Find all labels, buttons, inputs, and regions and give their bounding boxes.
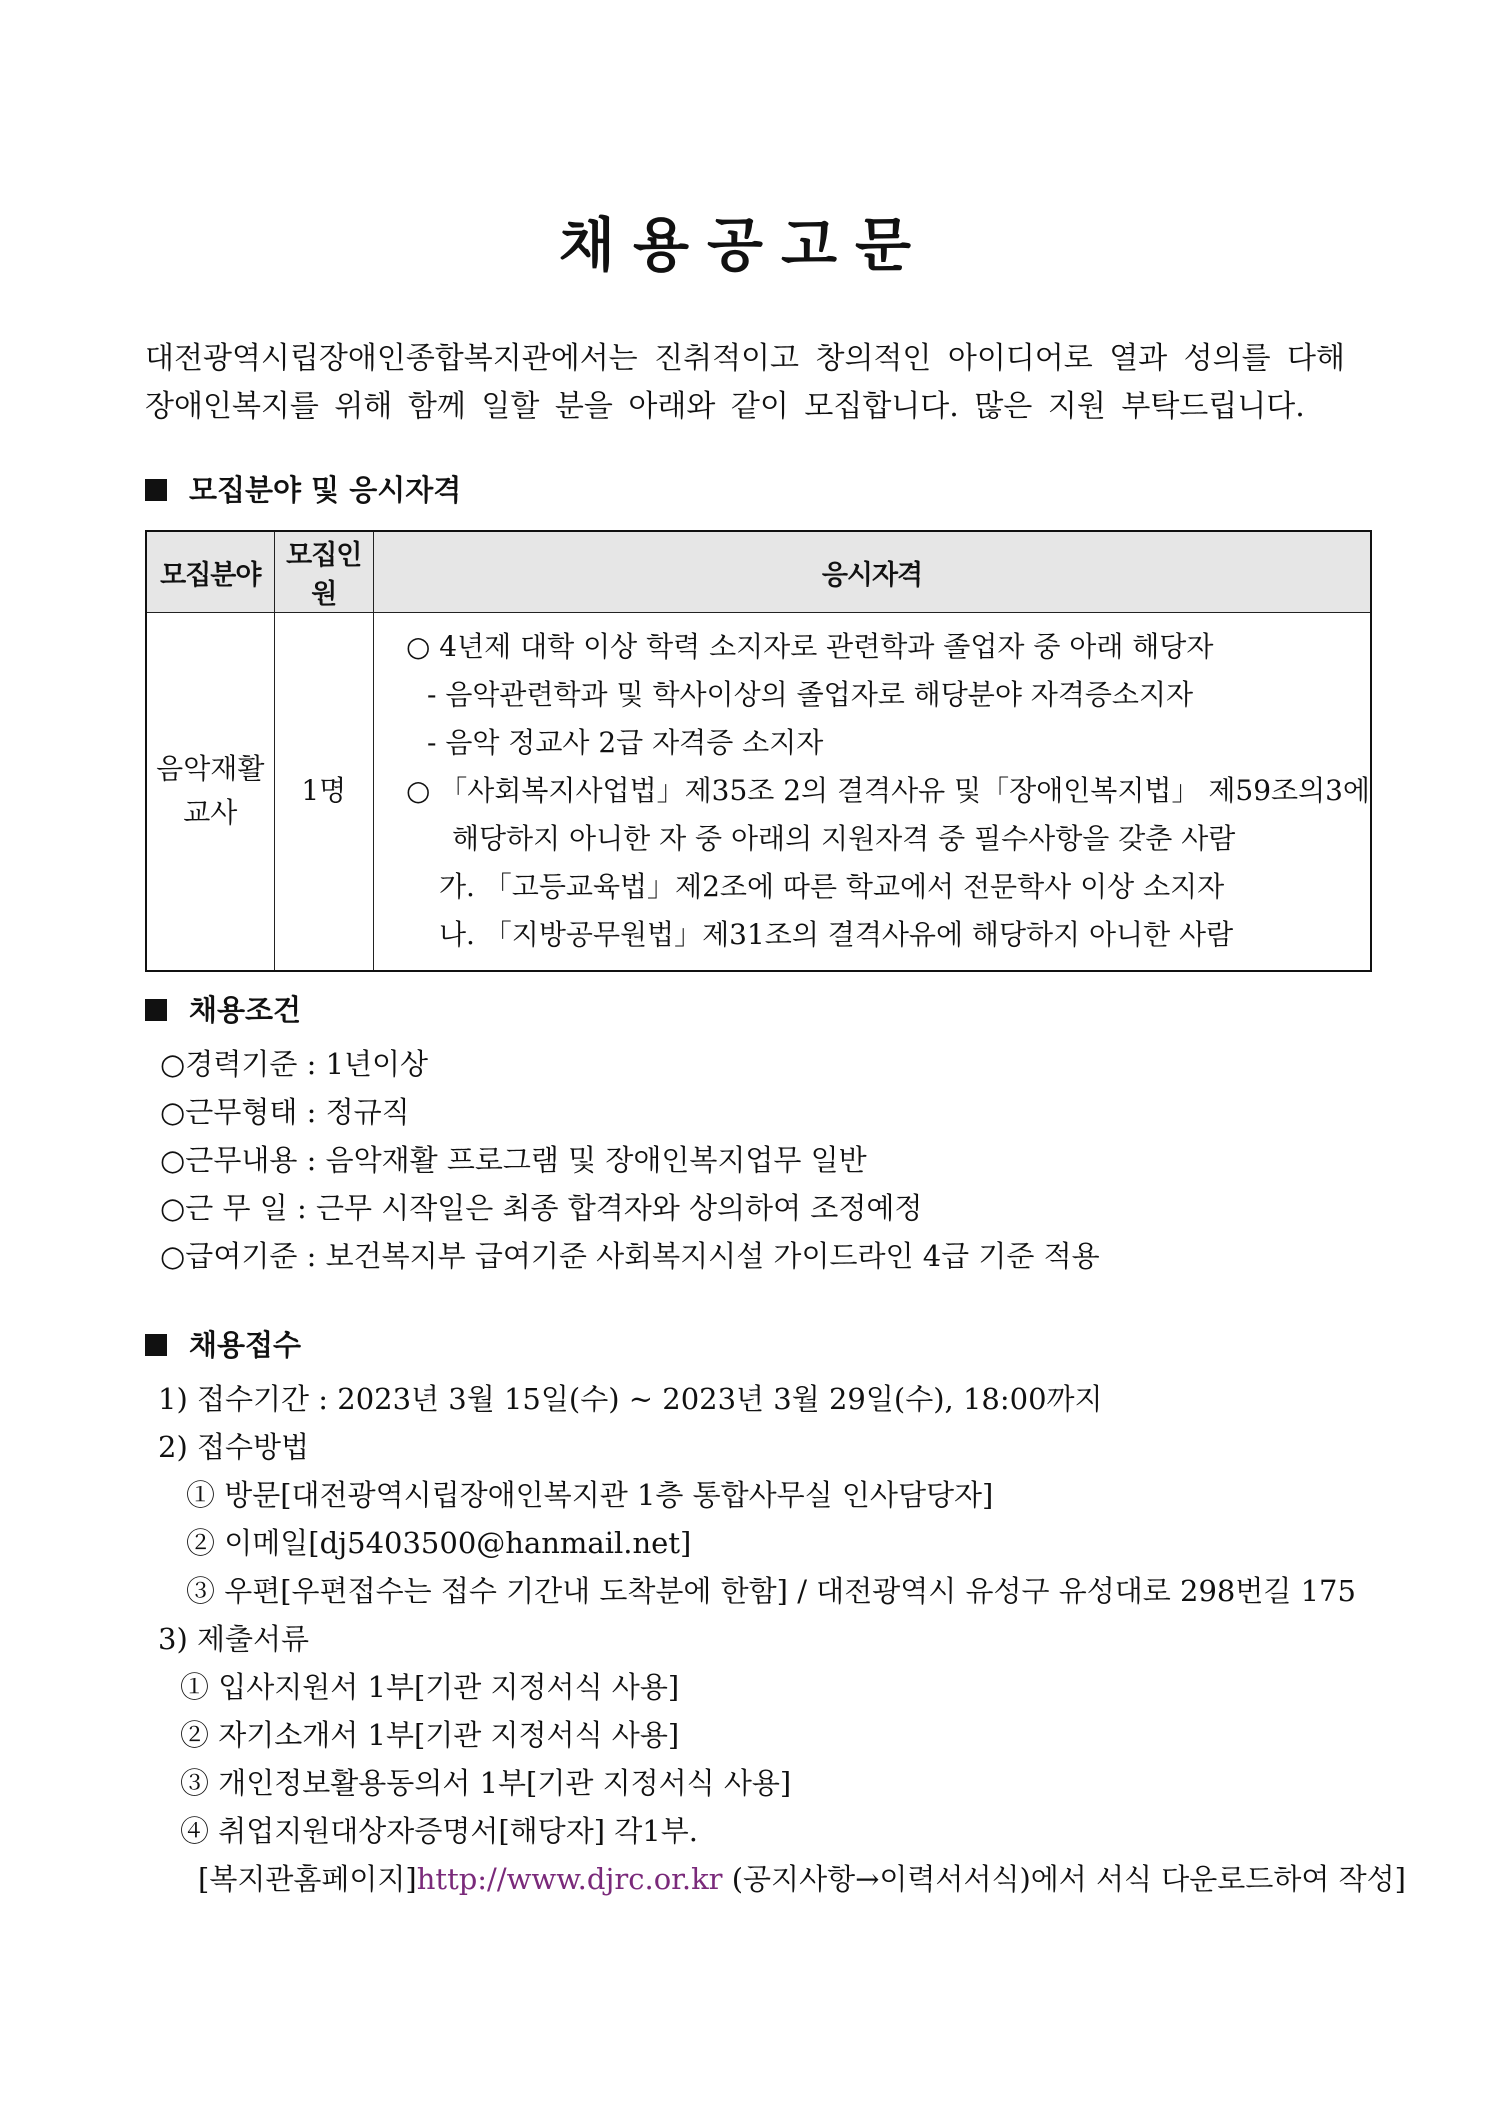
list-item: ○경력기준 : 1년이상 bbox=[160, 1047, 429, 1081]
intro-paragraph: 대전광역시립장애인종합복지관에서는 진취적이고 창의적인 아이디어로 열과 성의를 다해 장애인복지를 위해 함께 일할 분을 아래와 같이 모집합니다. 많은 지원 부탁드립니다. bbox=[145, 341, 1345, 424]
list-item: ① 입사지원서 1부[기관 지정서식 사용] bbox=[180, 1670, 680, 1704]
list-item: ② 이메일[dj5403500@hanmail.net] bbox=[186, 1526, 692, 1560]
homepage-link[interactable]: http://www.djrc.or.kr bbox=[416, 1862, 723, 1896]
qualification-line: 해당하지 아니한 자 중 아래의 지원자격 중 필수사항을 갖춘 사람 bbox=[451, 822, 1236, 856]
qualification-line: - 음악 정교사 2급 자격증 소지자 bbox=[426, 726, 824, 760]
qualification-line: 가. 「고등교육법」제2조에 따른 학교에서 전문학사 이상 소지자 bbox=[438, 870, 1225, 904]
qualification-line: ○ 4년제 대학 이상 학력 소지자로 관련학과 졸업자 중 아래 해당자 bbox=[405, 630, 1214, 664]
method-title: 2) 접수방법 bbox=[158, 1430, 310, 1464]
section-heading-conditions bbox=[145, 990, 301, 1030]
cell-count: 1명 bbox=[274, 613, 373, 971]
field-line: 교사 bbox=[183, 796, 238, 830]
homepage-line bbox=[158, 1855, 1406, 1903]
list-item: ③ 우편[우편접수는 접수 기간내 도착분에 한함] / 대전광역시 유성구 유성대로 298번길 175 bbox=[186, 1574, 1356, 1608]
list-item: ○급여기준 : 보건복지부 급여기준 사회복지시설 가이드라인 4급 기준 적용 bbox=[160, 1239, 1100, 1273]
list-item: ○근무내용 : 음악재활 프로그램 및 장애인복지업무 일반 bbox=[160, 1143, 867, 1177]
field-line: 음악재활 bbox=[156, 752, 265, 786]
period-line: 1) 접수기간 : 2023년 3월 15일(수) ~ 2023년 3월 29일(수), 18:00까지 bbox=[158, 1382, 1103, 1416]
homepage-suffix: (공지사항→이력서서식)에서 서식 다운로드하여 작성] bbox=[722, 1862, 1406, 1896]
qualification-line: - 음악관련학과 및 학사이상의 졸업자로 해당분야 자격증소지자 bbox=[426, 678, 1194, 712]
conditions-list bbox=[160, 1040, 1100, 1280]
cell-qualification bbox=[373, 613, 1371, 971]
section-heading-label: 모집분야 및 응시자격 bbox=[189, 473, 462, 507]
section-heading-label: 채용조건 bbox=[189, 993, 302, 1027]
application-list bbox=[158, 1375, 1406, 1903]
section-heading-application bbox=[145, 1325, 301, 1365]
section-heading-label: 채용접수 bbox=[189, 1328, 302, 1362]
qualification-line: ○ 「사회복지사업법」제35조 2의 결격사유 및「장애인복지법」 제59조의3에 bbox=[405, 774, 1370, 808]
homepage-prefix: [복지관홈페이지] bbox=[198, 1862, 417, 1896]
cell-field bbox=[146, 613, 274, 971]
qualification-line: 나. 「지방공무원법」제31조의 결격사유에 해당하지 아니한 사람 bbox=[438, 918, 1234, 952]
docs-title: 3) 제출서류 bbox=[158, 1622, 310, 1656]
square-bullet-icon bbox=[145, 1334, 167, 1356]
list-item: ④ 취업지원대상자증명서[해당자] 각1부. bbox=[180, 1814, 698, 1848]
list-item: ① 방문[대전광역시립장애인복지관 1층 통합사무실 인사담당자] bbox=[186, 1478, 994, 1512]
table-row bbox=[146, 613, 1371, 971]
list-item: ③ 개인정보활용동의서 1부[기관 지정서식 사용] bbox=[180, 1766, 792, 1800]
list-item: ○근무형태 : 정규직 bbox=[160, 1095, 410, 1129]
header-count: 모집인원 bbox=[274, 531, 373, 613]
recruitment-table bbox=[145, 530, 1372, 972]
square-bullet-icon bbox=[145, 479, 167, 501]
list-item: ○근 무 일 : 근무 시작일은 최종 합격자와 상의하여 조정예정 bbox=[160, 1191, 923, 1225]
list-item: ② 자기소개서 1부[기관 지정서식 사용] bbox=[180, 1718, 680, 1752]
section-heading-recruitment bbox=[145, 470, 461, 510]
header-field: 모집분야 bbox=[146, 531, 274, 613]
header-qualification: 응시자격 bbox=[373, 531, 1371, 613]
page-title: 채용공고문 bbox=[558, 211, 930, 279]
square-bullet-icon bbox=[145, 999, 167, 1021]
table-header-row bbox=[146, 531, 1371, 613]
